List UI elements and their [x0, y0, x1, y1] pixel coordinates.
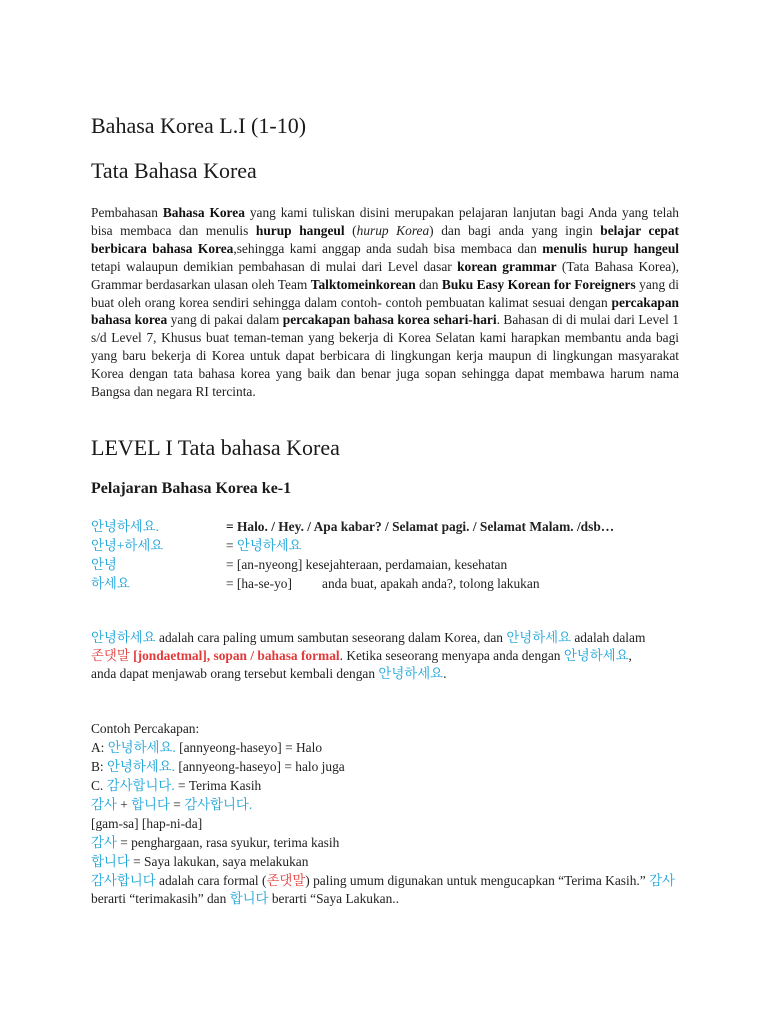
conversation-hamnida: 합니다 = Saya lakukan, saya melakukan	[91, 854, 309, 869]
vocab-word-4: 하세요	[91, 576, 130, 591]
vocab-value-2: = 안녕하세요	[226, 538, 302, 553]
conversation-romanized: [gam-sa] [hap-ni-da]	[91, 816, 203, 831]
conversation-line-c: C. 감사합니다. = Terima Kasih	[91, 778, 262, 793]
conversation-gamsa: 감사 = penghargaan, rasa syukur, terima kasih	[91, 835, 340, 850]
level-title: LEVEL I Tata bahasa Korea	[91, 435, 340, 460]
vocab-word-3: 안녕	[91, 557, 117, 572]
conversation-line-a: A: 안녕하세요. [annyeong-haseyo] = Halo	[91, 740, 323, 755]
vocab-word-2: 안녕+하세요	[91, 538, 164, 553]
vocab-value-1: = Halo. / Hey. / Apa kabar? / Selamat pagi. / Selamat Malam. /dsb…	[226, 519, 615, 534]
intro-paragraph: Pembahasan Bahasa Korea yang kami tuliskan disini merupakan pelajaran lanjutan bagi Anda yang telah bisa membaca dan menulis hurup hangeul (hurup Korea) dan bagi anda yang ingin belajar cepat berbicara bahasa Korea,sehingga kami anggap anda sudah bisa membaca dan menulis hurup hangeul tetapi walaupun demikian pembahasan di mulai dari Level dasar korean grammar (Tata Bahasa Korea), Grammar berdasarkan ulasan oleh Team Talktomeinkorean dan Buku Easy Korean for Foreigners yang di buat oleh orang korea sendiri sehingga dalam contoh- contoh pembuatan kalimat sesuai dengan percakapan bahasa korea yang di pakai dalam percakapan bahasa korea sehari-hari. Bahasan di di mulai dari Level 1 s/d Level 7, Khusus buat teman-teman yang bekerja di Korea Selatan kami harapkan membantu anda bagi yang baru bekerja di Korea untuk dapat berbicara di lingkungan kerja maupun di lingkungan masyarakat Korea dengan tata bahasa korea yang baik dan benar juga sopan sehingga dapat membawa harum nama Bangsa dan negara RI tercinta.	[91, 205, 680, 400]
conversation-line-b: B: 안녕하세요. [annyeong-haseyo] = halo juga	[91, 759, 345, 774]
vocab-value-3: = [an-nyeong] kesejahteraan, perdamaian, kesehatan	[226, 557, 508, 572]
conversation-equation: 감사 + 합니다 = 감사합니다.	[91, 797, 253, 812]
closing-paragraph: 감사합니다 adalah cara formal (존댓말) paling umum digunakan untuk mengucapkan “Terima Kasih.” 감사 berarti “terimakasih” dan 합니다 berarti “Saya Lakukan..	[91, 873, 675, 906]
lesson-title: Pelajaran Bahasa Korea ke-1	[91, 480, 292, 497]
page-title: Bahasa Korea L.I (1-10)	[91, 113, 307, 138]
conversation-heading: Contoh Percakapan:	[91, 721, 200, 736]
explain-paragraph: 안녕하세요 adalah cara paling umum sambutan seseorang dalam Korea, dan 안녕하세요 adalah dalam 존댓말 [jondaetmal], sopan / bahasa formal. Ketika seseorang menyapa anda dengan 안녕하세요, anda dapat menjawab orang tersebut kembali dengan 안녕하세요.	[91, 630, 646, 681]
vocab-value-4: = [ha-se-yo] anda buat, apakah anda?, tolong lakukan	[226, 576, 540, 591]
page-subtitle: Tata Bahasa Korea	[91, 158, 257, 183]
vocab-word-1: 안녕하세요.	[91, 519, 160, 534]
